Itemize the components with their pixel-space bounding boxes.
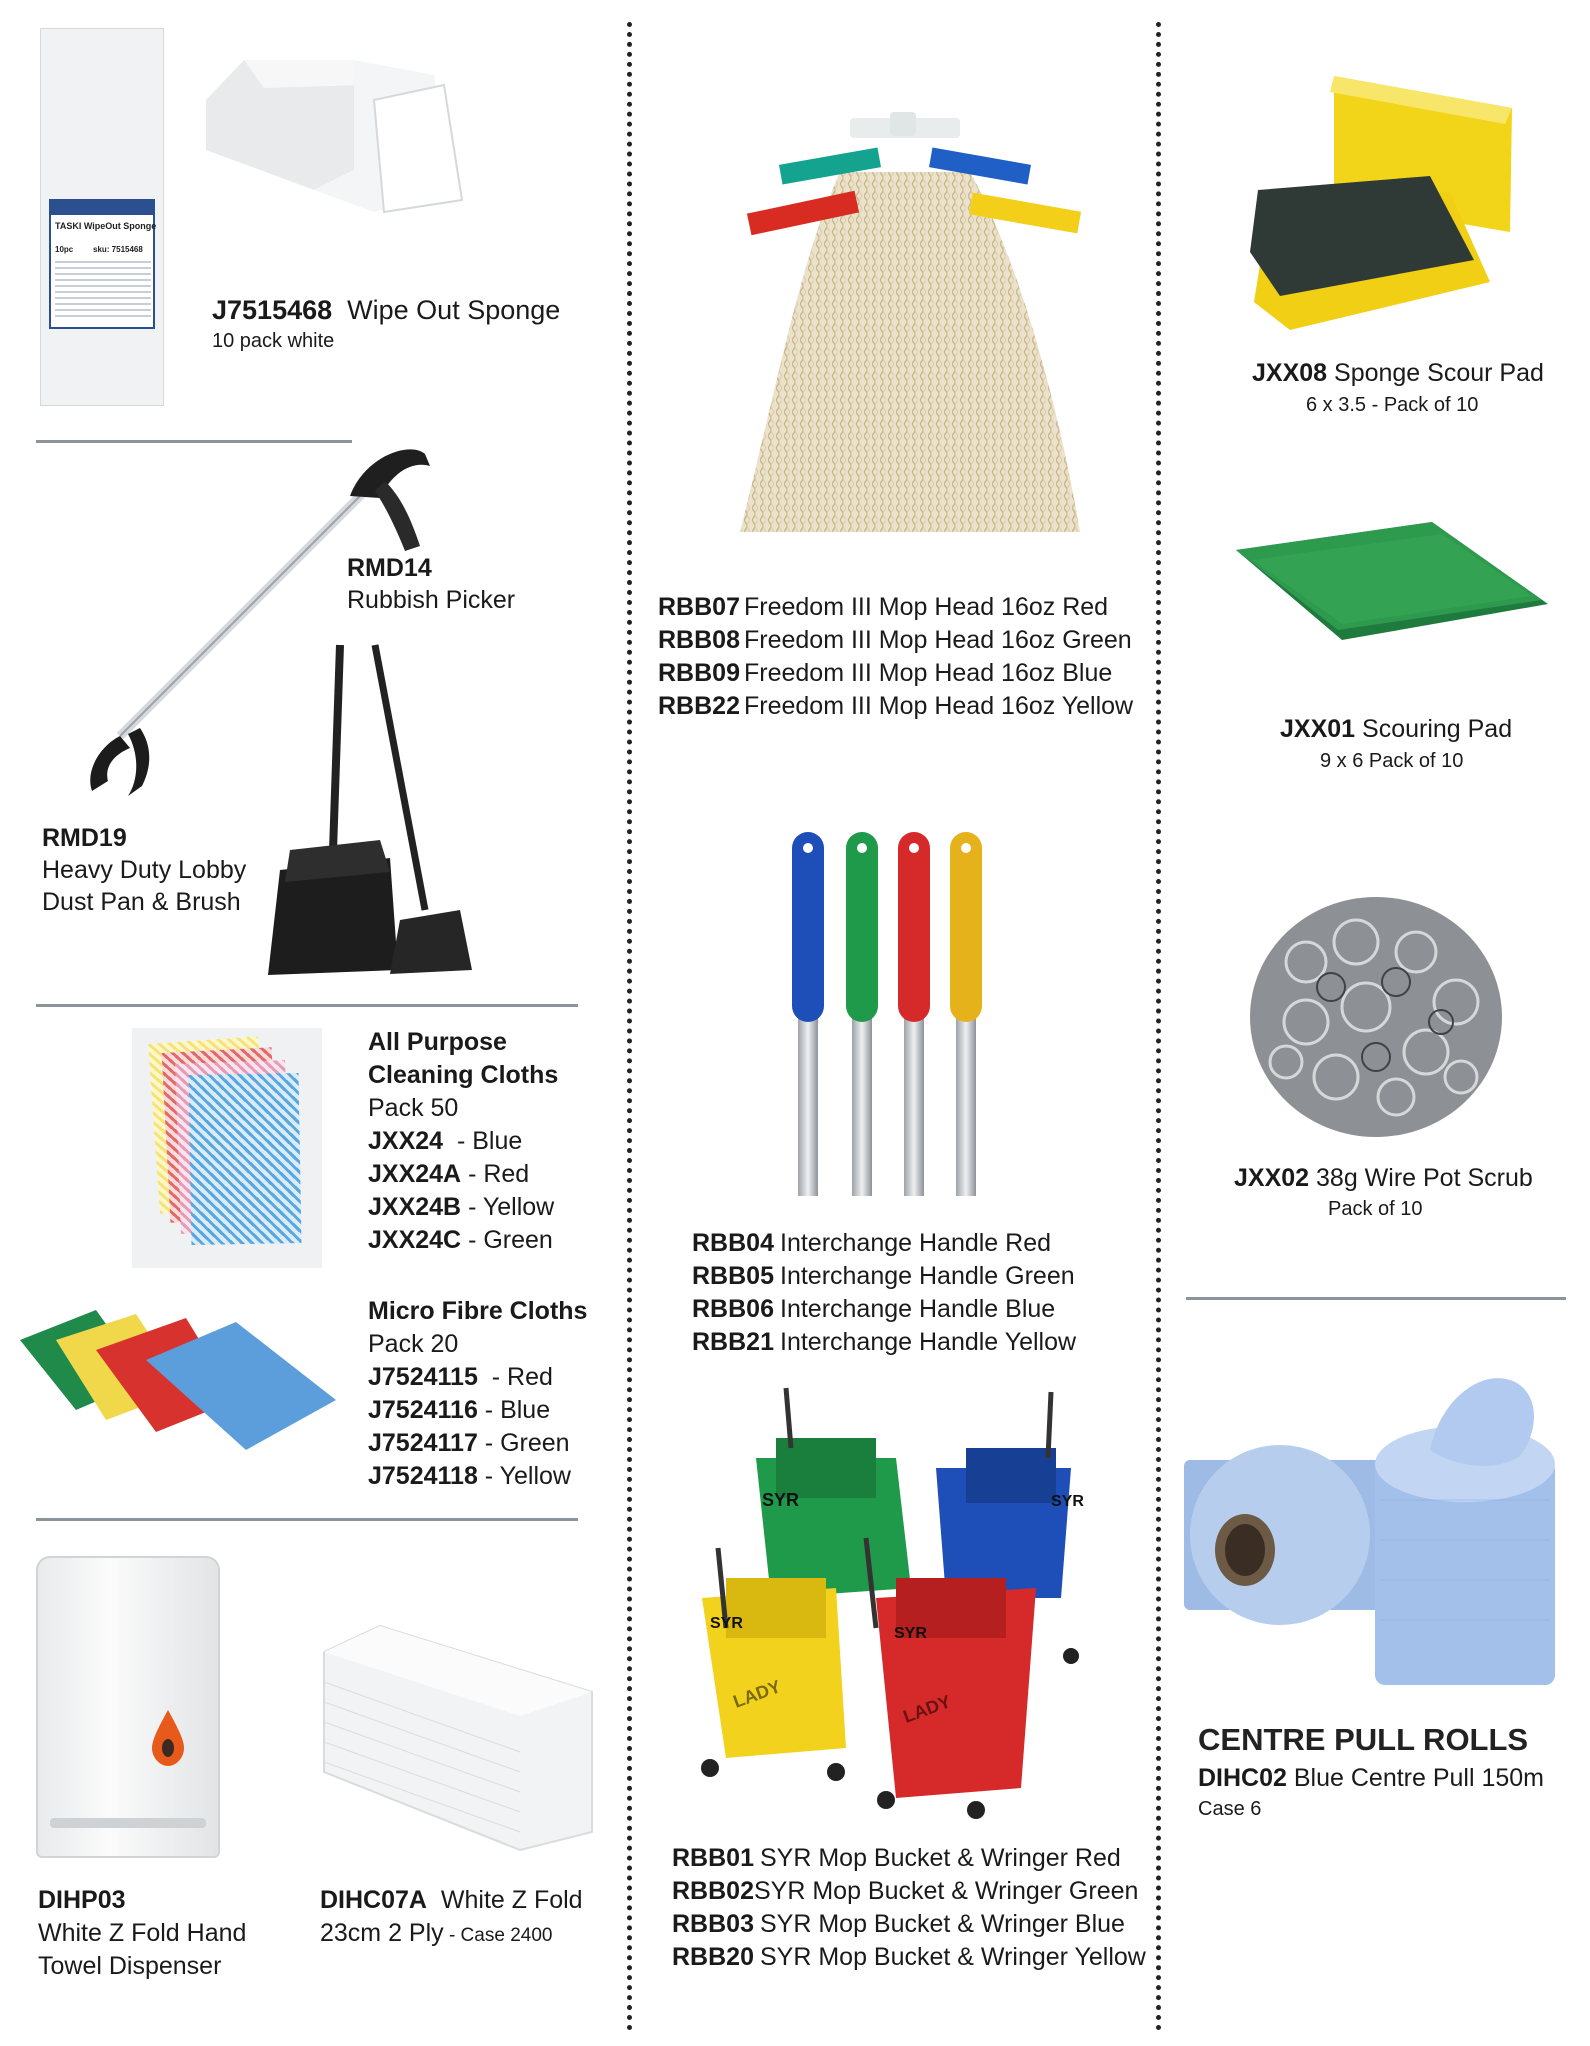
all-purpose-variant: JXX24C - Green	[368, 1226, 553, 1254]
buckets-list	[672, 1842, 1146, 1974]
bucket-brand-label: SYR	[1051, 1493, 1084, 1510]
dust-pan-name-1: Heavy Duty Lobby	[42, 856, 247, 884]
pot-scrub-detail: Pack of 10	[1328, 1198, 1423, 1220]
mop-buckets-image	[696, 1388, 1096, 1828]
handle-item: RBB06 Interchange Handle Blue	[692, 1295, 1056, 1323]
centre-pull-detail: Case 6	[1198, 1798, 1262, 1820]
dust-pan-brush-image	[260, 640, 490, 980]
bucket-lady-label: LADY	[900, 1691, 954, 1727]
mop-head-image	[720, 112, 1100, 552]
centre-pull-line: DIHC02 Blue Centre Pull 150m	[1198, 1764, 1545, 1792]
mop-head-item: RBB07 Freedom III Mop Head 16oz Red	[658, 593, 1109, 621]
sponge-scour-pad-image	[1250, 72, 1520, 336]
mop-head-item: RBB09 Freedom III Mop Head 16oz Blue	[658, 659, 1113, 687]
pack-sku: sku: 7515468	[93, 245, 143, 254]
wipe-sponge-detail: 10 pack white	[212, 330, 335, 352]
bucket-brand-label: SYR	[894, 1625, 927, 1642]
bucket-item: RBB01 SYR Mop Bucket & Wringer Red	[672, 1844, 1121, 1872]
towel-dispenser-image	[36, 1556, 220, 1858]
section-divider	[36, 1518, 578, 1521]
wipe-sponge-line: J7515468 Wipe Out Sponge	[212, 295, 561, 325]
bucket-lady-label: LADY	[730, 1676, 784, 1712]
section-divider	[1186, 1297, 1566, 1300]
z-fold-towels-image	[320, 1622, 596, 1852]
handle-item: RBB21 Interchange Handle Yellow	[692, 1328, 1077, 1356]
dispenser-name-2: Towel Dispenser	[38, 1952, 222, 1980]
bucket-item: RBB03 SYR Mop Bucket & Wringer Blue	[672, 1910, 1125, 1938]
dust-pan-name-2: Dust Pan & Brush	[42, 888, 241, 916]
centre-pull-title: CENTRE PULL ROLLS	[1198, 1722, 1529, 1757]
handle-item: RBB05 Interchange Handle Green	[692, 1262, 1075, 1290]
handle-item: RBB04 Interchange Handle Red	[692, 1229, 1052, 1257]
bucket-yellow	[701, 1548, 846, 1781]
dust-pan-code: RMD19	[42, 824, 127, 852]
pot-scrub-line: JXX02 38g Wire Pot Scrub	[1234, 1164, 1533, 1192]
wire-pot-scrub-image	[1246, 892, 1506, 1142]
sponge-scour-detail: 6 x 3.5 - Pack of 10	[1306, 394, 1479, 416]
white-sponges-image	[204, 40, 464, 220]
column-divider-left	[627, 22, 632, 2032]
sponge-scour-line: JXX08 Sponge Scour Pad	[1252, 359, 1544, 387]
interchange-handles-image	[790, 826, 1010, 1196]
micro-fibre-title: Micro Fibre Cloths	[368, 1297, 588, 1325]
micro-fibre-cloths-image	[16, 1300, 336, 1460]
centre-pull-rolls-image	[1180, 1360, 1570, 1700]
scouring-pad-line: JXX01 Scouring Pad	[1280, 715, 1513, 743]
rubbish-picker-name: Rubbish Picker	[347, 586, 516, 614]
dispenser-name-1: White Z Fold Hand	[38, 1919, 247, 1947]
micro-fibre-pack: Pack 20	[368, 1330, 459, 1358]
all-purpose-variant: JXX24 - Blue	[368, 1127, 523, 1155]
all-purpose-title-1: All Purpose	[368, 1028, 507, 1056]
bucket-green	[756, 1388, 911, 1598]
bucket-brand-label: SYR	[762, 1490, 800, 1510]
pack-count: 10pc	[55, 245, 74, 254]
handles-list	[692, 1227, 1076, 1359]
all-purpose-title-2: Cleaning Cloths	[368, 1061, 559, 1089]
all-purpose-cloths-image	[132, 1028, 322, 1268]
mop-head-item: RBB22 Freedom III Mop Head 16oz Yellow	[658, 692, 1134, 720]
wipe-sponge-pack-image	[40, 28, 164, 406]
all-purpose-pack: Pack 50	[368, 1094, 459, 1122]
bucket-brand-label: SYR	[710, 1615, 743, 1632]
bucket-item: RBB20 SYR Mop Bucket & Wringer Yellow	[672, 1943, 1146, 1971]
rubbish-picker-code: RMD14	[347, 554, 432, 582]
mop-head-item: RBB08 Freedom III Mop Head 16oz Green	[658, 626, 1132, 654]
micro-fibre-variant: J7524118 - Yellow	[368, 1462, 571, 1490]
mop-heads-list	[658, 591, 1133, 723]
all-purpose-variant: JXX24A - Red	[368, 1160, 530, 1188]
micro-fibre-variant: J7524117 - Green	[368, 1429, 570, 1457]
micro-fibre-variant: J7524116 - Blue	[368, 1396, 551, 1424]
pack-title: TASKI WipeOut Sponge	[55, 221, 157, 231]
z-fold-detail-line: 23cm 2 Ply - Case 2400	[320, 1919, 553, 1947]
dispenser-code: DIHP03	[38, 1886, 126, 1914]
section-divider	[36, 1004, 578, 1007]
column-divider-right	[1156, 22, 1161, 2032]
z-fold-line: DIHC07A White Z Fold	[320, 1886, 583, 1914]
all-purpose-variant: JXX24B - Yellow	[368, 1193, 555, 1221]
scouring-pad-detail: 9 x 6 Pack of 10	[1320, 750, 1464, 772]
bucket-item: RBB02SYR Mop Bucket & Wringer Green	[672, 1877, 1139, 1905]
scouring-pad-image	[1232, 520, 1552, 652]
micro-fibre-variant: J7524115 - Red	[368, 1363, 553, 1391]
